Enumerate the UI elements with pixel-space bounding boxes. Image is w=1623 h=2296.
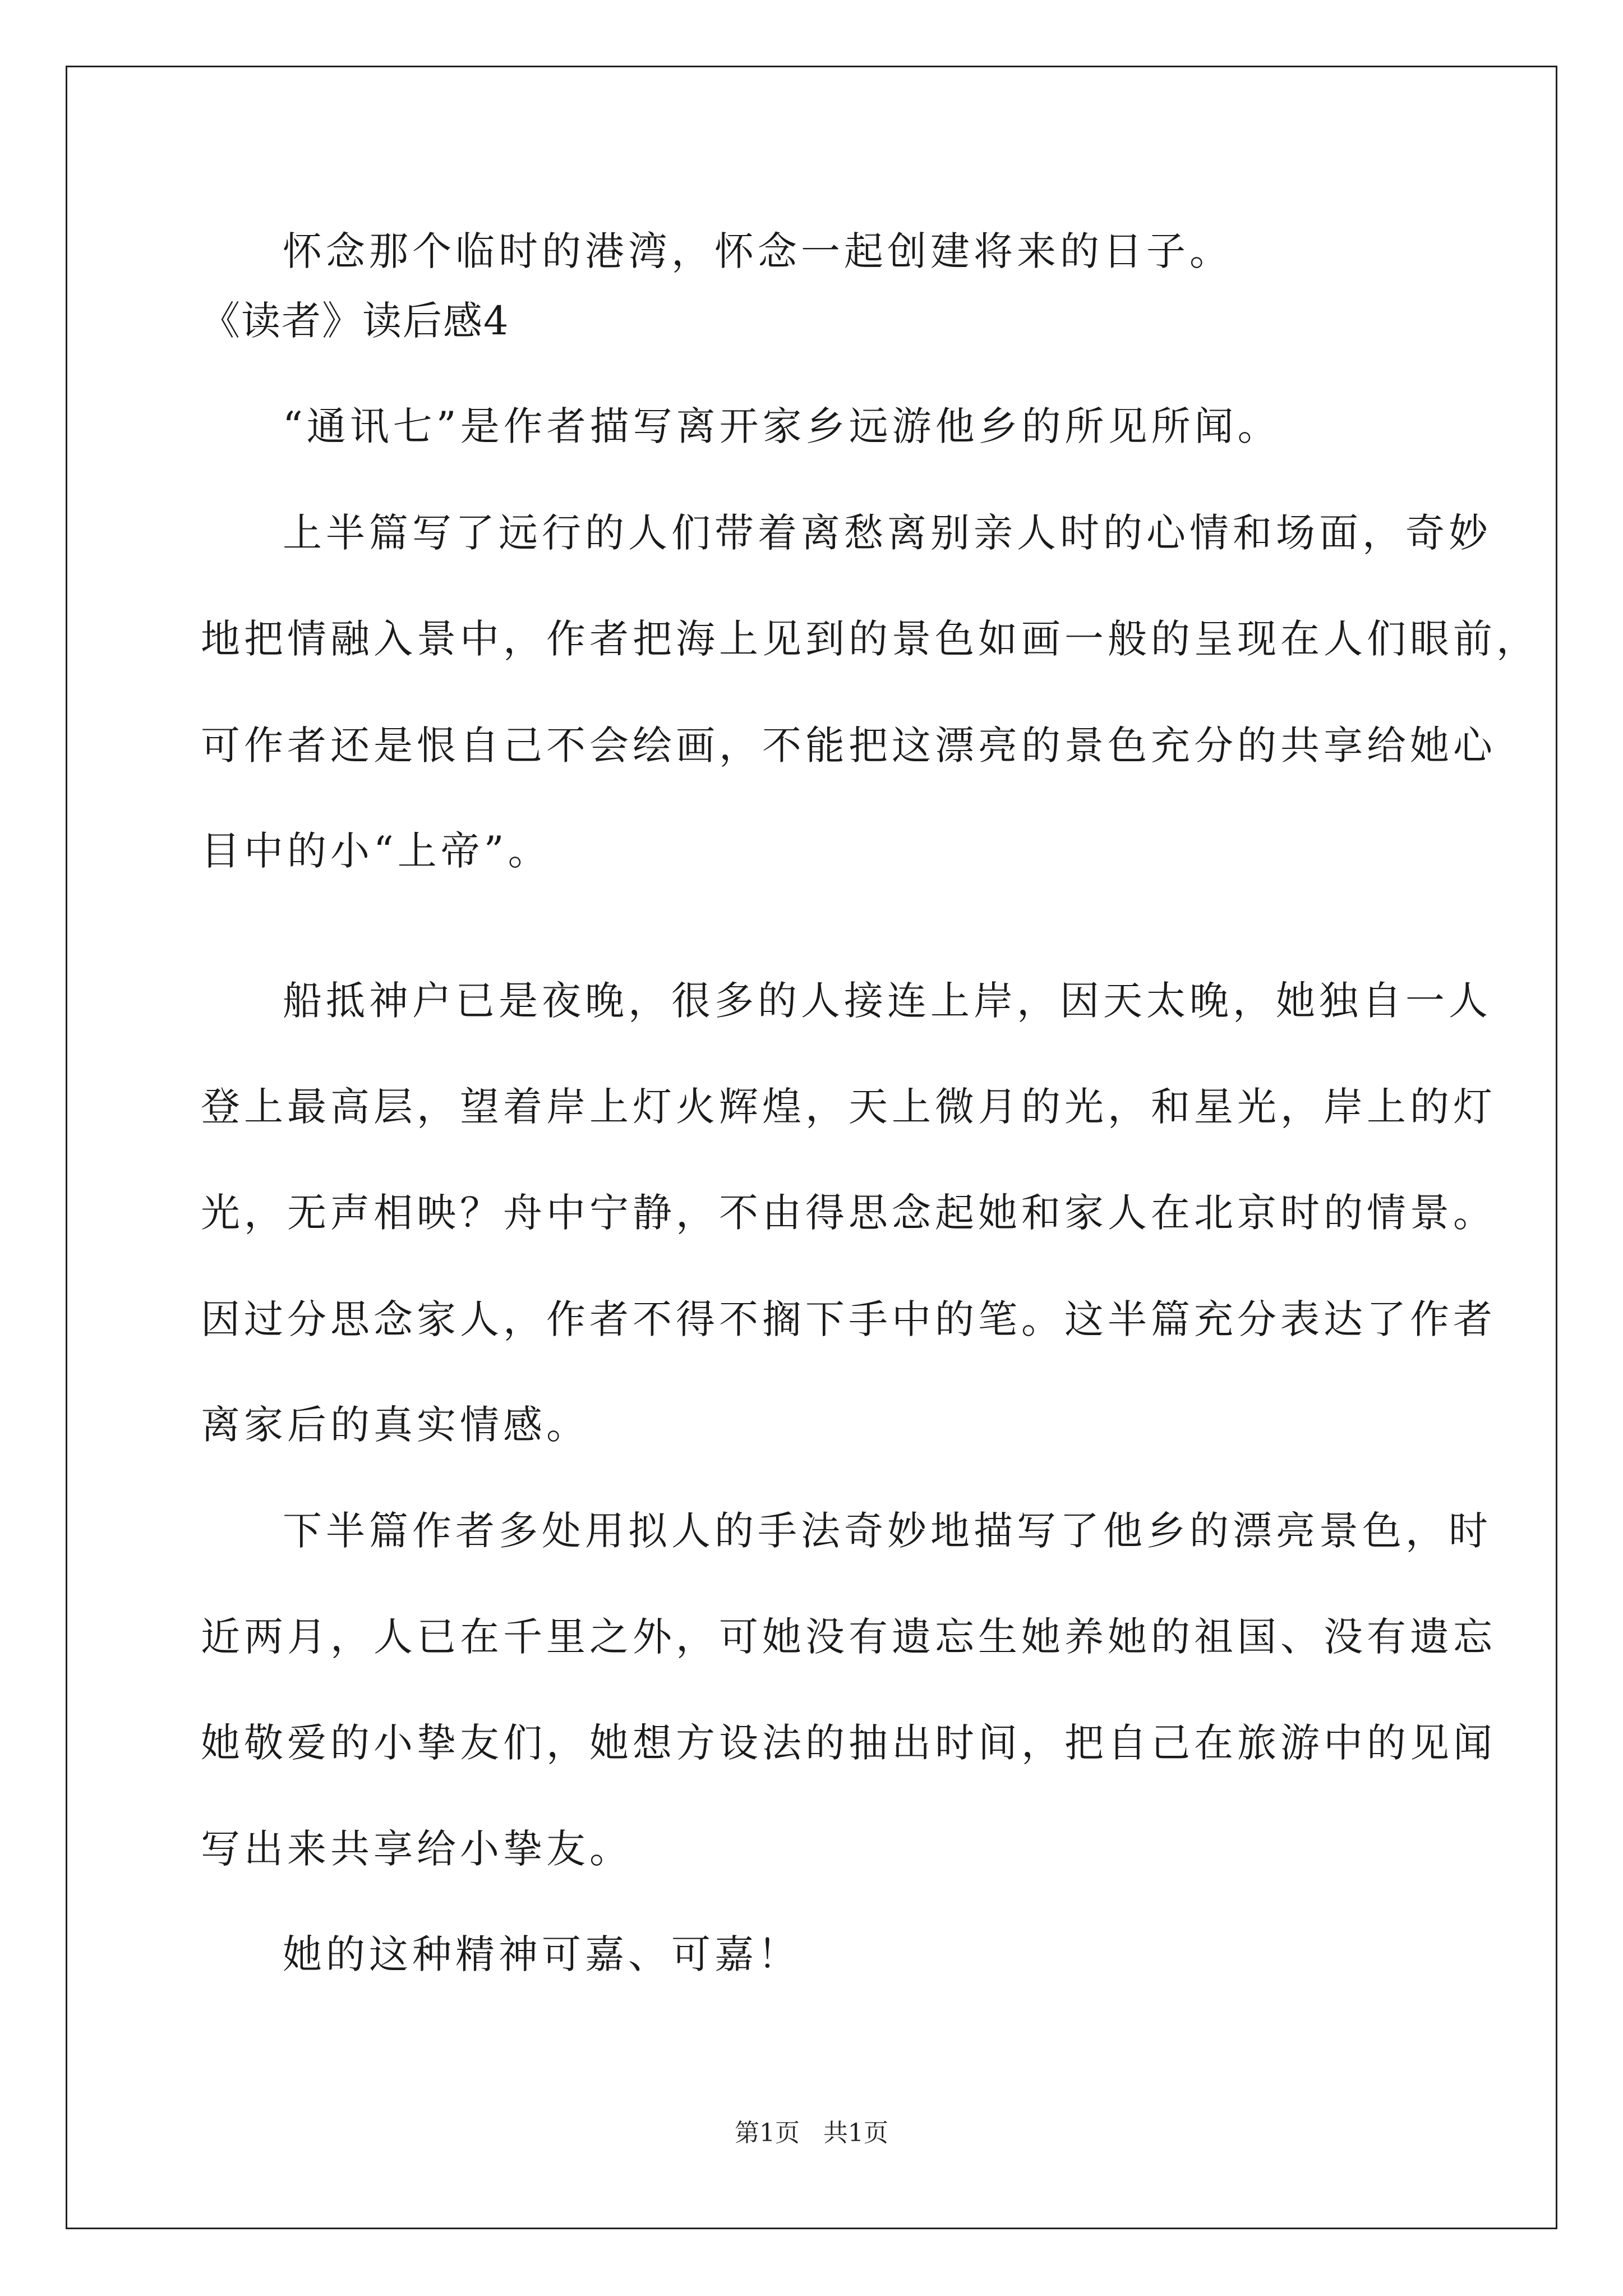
paragraph-line: “通讯七”是作者描写离开家乡远游他乡的所见所闻。 [283, 403, 1281, 449]
paragraph-line: 她敬爱的小挚友们，她想方设法的抽出时间，把自己在旅游中的见闻 [201, 1720, 1496, 1766]
paragraph-line: 船抵神户已是夜晚，很多的人接连上岸，因天太晚，她独自一人 [283, 978, 1492, 1024]
paragraph-line: 近两月，人已在千里之外，可她没有遗忘生她养她的祖国、没有遗忘 [201, 1614, 1496, 1660]
paragraph-line: 目中的小“上帝”。 [201, 828, 551, 874]
paragraph-line: 她的这种精神可嘉、可嘉！ [283, 1931, 801, 1977]
paragraph-line: 可作者还是恨自己不会绘画，不能把这漂亮的景色充分的共享给她心 [201, 723, 1496, 769]
paragraph-line: 登上最高层，望着岸上灯火辉煌，天上微月的光，和星光，岸上的灯 [201, 1084, 1496, 1130]
paragraph-line: 地把情融入景中，作者把海上见到的景色如画一般的呈现在人们眼前， [201, 616, 1539, 662]
paragraph-line: 因过分思念家人，作者不得不搁下手中的笔。这半篇充分表达了作者 [201, 1296, 1496, 1342]
paragraph-line: 光，无声相映？舟中宁静，不由得思念起她和家人在北京时的情景。 [201, 1190, 1496, 1236]
paragraph-line: 怀念那个临时的港湾，怀念一起创建将来的日子。 [283, 228, 1233, 274]
page-border [66, 66, 1557, 2229]
paragraph-line: 上半篇写了远行的人们带着离愁离别亲人时的心情和场面，奇妙 [283, 510, 1492, 556]
paragraph-line: 写出来共享给小挚友。 [201, 1826, 633, 1872]
paragraph-line: 下半篇作者多处用拟人的手法奇妙地描写了他乡的漂亮景色，时 [283, 1508, 1492, 1554]
section-heading: 《读者》读后感4 [201, 298, 510, 344]
page-footer [0, 2119, 1623, 2147]
paragraph-line: 离家后的真实情感。 [201, 1402, 589, 1448]
page-number: 第1页 共1页 [735, 2119, 888, 2147]
